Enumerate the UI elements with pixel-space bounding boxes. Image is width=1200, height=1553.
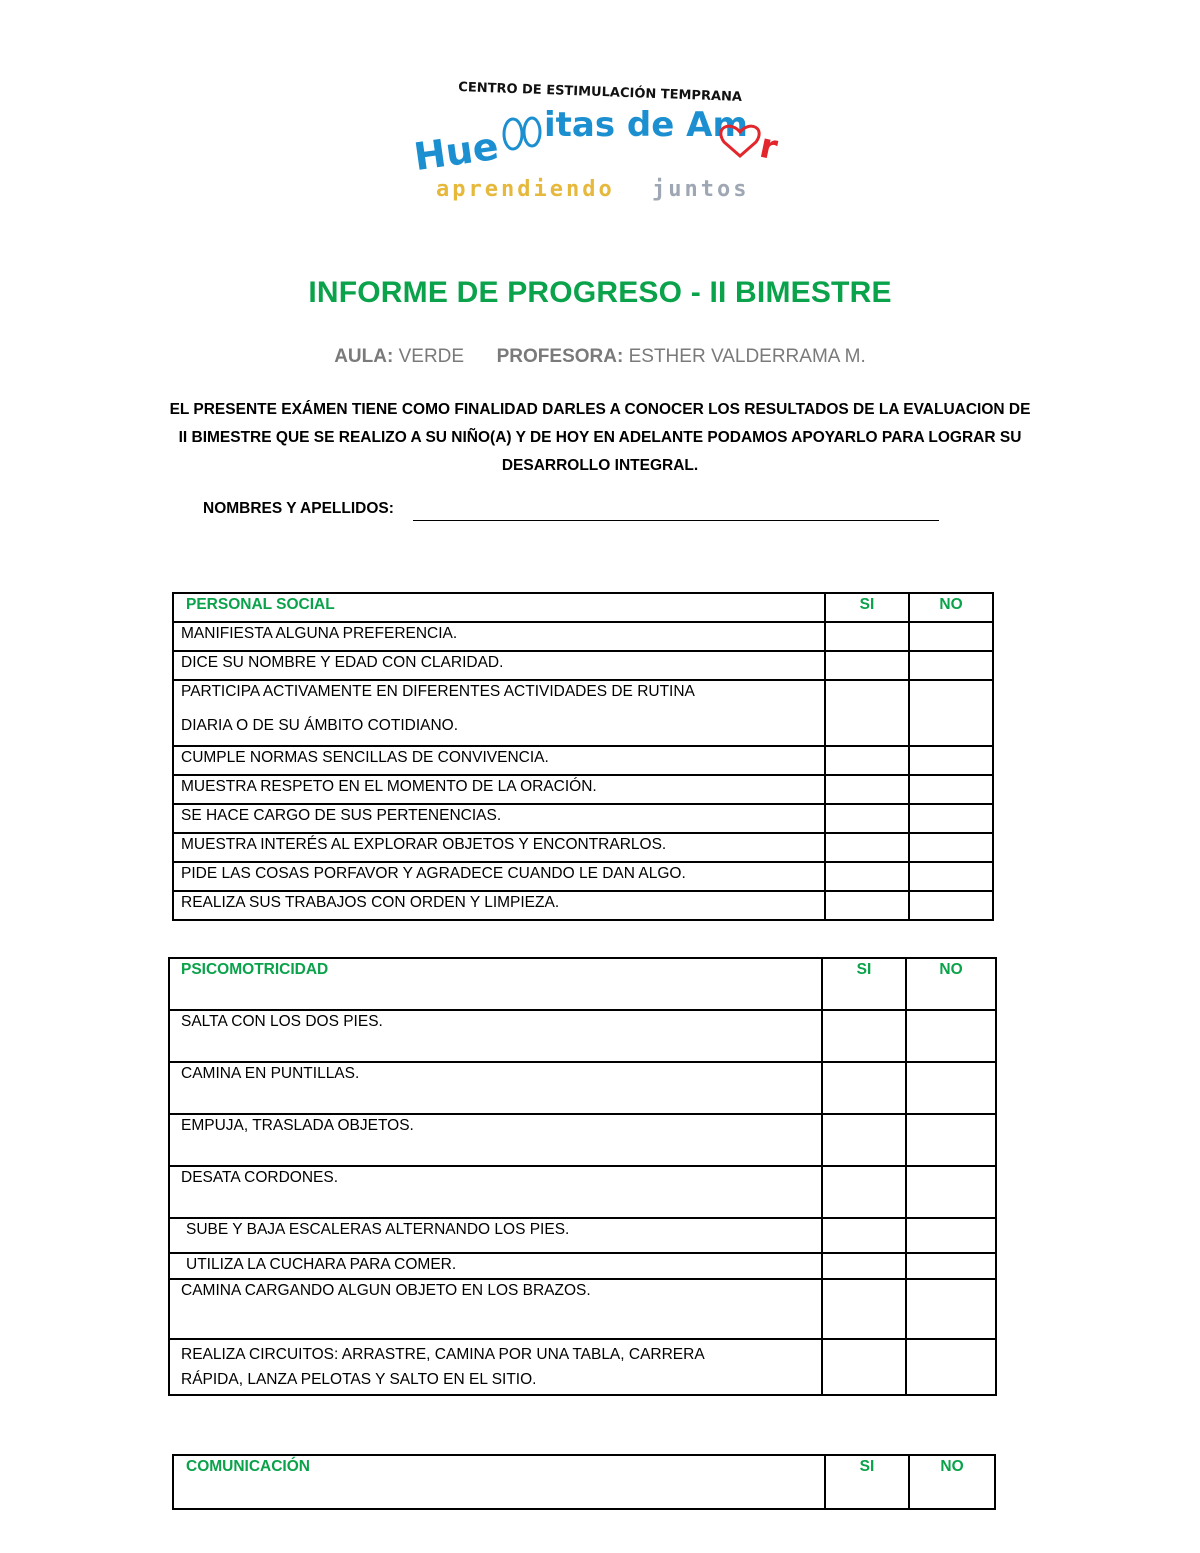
table-row [169, 1166, 996, 1218]
si-checkbox[interactable] [825, 622, 909, 651]
section-title: PERSONAL SOCIAL [173, 593, 825, 622]
class-info [0, 346, 1200, 368]
item-label: MANIFIESTA ALGUNA PREFERENCIA. [173, 622, 825, 651]
si-checkbox[interactable] [822, 1253, 906, 1279]
item-label: DESATA CORDONES. [169, 1166, 822, 1218]
no-checkbox[interactable] [906, 1062, 996, 1114]
intro-line: II BIMESTRE QUE SE REALIZO A SU NIÑO(A) Y DE HOY EN ADELANTE PODAMOS APOYARLO PARA LOGRAR SU [178, 429, 1022, 446]
no-header: NO [906, 958, 996, 1010]
aula-value: VERDE [398, 346, 465, 367]
table-row [169, 1253, 996, 1279]
table-row [173, 651, 993, 680]
aula-label: AULA: [334, 346, 394, 367]
table-row [169, 1062, 996, 1114]
si-checkbox[interactable] [825, 833, 909, 862]
logo-tagline-a: aprendiendo [436, 177, 615, 202]
si-checkbox[interactable] [822, 1010, 906, 1062]
names-input-line[interactable] [413, 520, 939, 521]
no-checkbox[interactable] [909, 746, 993, 775]
logo-name-part2: itas de Am [544, 105, 748, 145]
item-label: CAMINA CARGANDO ALGUN OBJETO EN LOS BRAZOS. [169, 1279, 822, 1339]
si-checkbox[interactable] [825, 891, 909, 920]
table-row [173, 833, 993, 862]
table-row [173, 622, 993, 651]
page-title: INFORME DE PROGRESO - II BIMESTRE [308, 276, 892, 309]
si-checkbox[interactable] [822, 1062, 906, 1114]
si-checkbox[interactable] [825, 775, 909, 804]
table-header-row [173, 593, 993, 622]
item-label: SALTA CON LOS DOS PIES. [169, 1010, 822, 1062]
no-header: NO [909, 593, 993, 622]
comunicacion-table [172, 1454, 996, 1510]
no-checkbox[interactable] [909, 862, 993, 891]
si-checkbox[interactable] [822, 1218, 906, 1253]
no-checkbox[interactable] [909, 651, 993, 680]
profesora-label: PROFESORA: [496, 346, 624, 367]
psicomotricidad-table [168, 957, 997, 1396]
intro-line: DESARROLLO INTEGRAL. [501, 457, 699, 474]
table-header-row [169, 958, 996, 1010]
no-checkbox[interactable] [909, 804, 993, 833]
footprint-icon [504, 118, 540, 149]
item-label: REALIZA SUS TRABAJOS CON ORDEN Y LIMPIEZA. [173, 891, 825, 920]
no-checkbox[interactable] [906, 1010, 996, 1062]
si-header: SI [825, 593, 909, 622]
table-row [169, 1279, 996, 1339]
names-label: NOMBRES Y APELLIDOS: [203, 500, 394, 517]
item-label-line: REALIZA CIRCUITOS: ARRASTRE, CAMINA POR UNA TABLA, CARRERA [181, 1346, 705, 1363]
item-label-line: DIARIA O DE SU ÁMBITO COTIDIANO. [181, 717, 459, 734]
table-row [169, 1010, 996, 1062]
table-row [173, 804, 993, 833]
table-row [169, 1114, 996, 1166]
item-label: CUMPLE NORMAS SENCILLAS DE CONVIVENCIA. [173, 746, 825, 775]
item-label: DICE SU NOMBRE Y EDAD CON CLARIDAD. [173, 651, 825, 680]
no-checkbox[interactable] [906, 1279, 996, 1339]
item-label: CAMINA EN PUNTILLAS. [169, 1062, 822, 1114]
profesora-value: ESTHER VALDERRAMA M. [628, 346, 866, 367]
table-row [173, 775, 993, 804]
section-title: PSICOMOTRICIDAD [169, 958, 822, 1010]
intro-line: EL PRESENTE EXÁMEN TIENE COMO FINALIDAD DARLES A CONOCER LOS RESULTADOS DE LA EVALUACION DE [169, 401, 1031, 418]
si-checkbox[interactable] [822, 1279, 906, 1339]
table-row [173, 680, 993, 746]
logo-tagline-b: juntos [652, 177, 750, 202]
intro-paragraph [160, 396, 1040, 480]
item-label: MUESTRA INTERÉS AL EXPLORAR OBJETOS Y ENCONTRARLOS. [173, 833, 825, 862]
no-checkbox[interactable] [906, 1253, 996, 1279]
si-header: SI [825, 1455, 909, 1509]
table-row [169, 1218, 996, 1253]
logo-name-part1: Hue [411, 123, 502, 180]
item-label: SUBE Y BAJA ESCALERAS ALTERNANDO LOS PIES. [169, 1218, 822, 1253]
no-checkbox[interactable] [906, 1339, 996, 1395]
logo-name-part3: r [756, 125, 781, 169]
table-header-row [173, 1455, 995, 1509]
item-label-line: PARTICIPA ACTIVAMENTE EN DIFERENTES ACTIVIDADES DE RUTINA [181, 683, 695, 700]
si-checkbox[interactable] [825, 804, 909, 833]
table-row [173, 746, 993, 775]
table-row [173, 891, 993, 920]
item-label [173, 680, 825, 746]
no-checkbox[interactable] [906, 1218, 996, 1253]
no-checkbox[interactable] [909, 833, 993, 862]
logo-top-text: CENTRO DE ESTIMULACIÓN TEMPRANA [458, 80, 743, 105]
no-checkbox[interactable] [906, 1114, 996, 1166]
si-checkbox[interactable] [825, 862, 909, 891]
item-label: PIDE LAS COSAS PORFAVOR Y AGRADECE CUANDO LE DAN ALGO. [173, 862, 825, 891]
no-checkbox[interactable] [909, 775, 993, 804]
item-label: UTILIZA LA CUCHARA PARA COMER. [169, 1253, 822, 1279]
no-header: NO [909, 1455, 995, 1509]
si-checkbox[interactable] [825, 680, 909, 746]
si-checkbox[interactable] [822, 1114, 906, 1166]
item-label-line: RÁPIDA, LANZA PELOTAS Y SALTO EN EL SITIO. [181, 1371, 537, 1388]
section-title: COMUNICACIÓN [173, 1455, 825, 1509]
personal-social-table [172, 592, 994, 921]
si-checkbox[interactable] [822, 1339, 906, 1395]
no-checkbox[interactable] [909, 680, 993, 746]
item-label: SE HACE CARGO DE SUS PERTENENCIAS. [173, 804, 825, 833]
item-label: MUESTRA RESPETO EN EL MOMENTO DE LA ORACIÓN. [173, 775, 825, 804]
logo [410, 72, 795, 207]
table-row [173, 862, 993, 891]
table-row [169, 1339, 996, 1395]
no-checkbox[interactable] [909, 622, 993, 651]
item-label [169, 1339, 822, 1395]
item-label: EMPUJA, TRASLADA OBJETOS. [169, 1114, 822, 1166]
no-checkbox[interactable] [906, 1166, 996, 1218]
si-header: SI [822, 958, 906, 1010]
si-checkbox[interactable] [822, 1166, 906, 1218]
si-checkbox[interactable] [825, 746, 909, 775]
no-checkbox[interactable] [909, 891, 993, 920]
si-checkbox[interactable] [825, 651, 909, 680]
